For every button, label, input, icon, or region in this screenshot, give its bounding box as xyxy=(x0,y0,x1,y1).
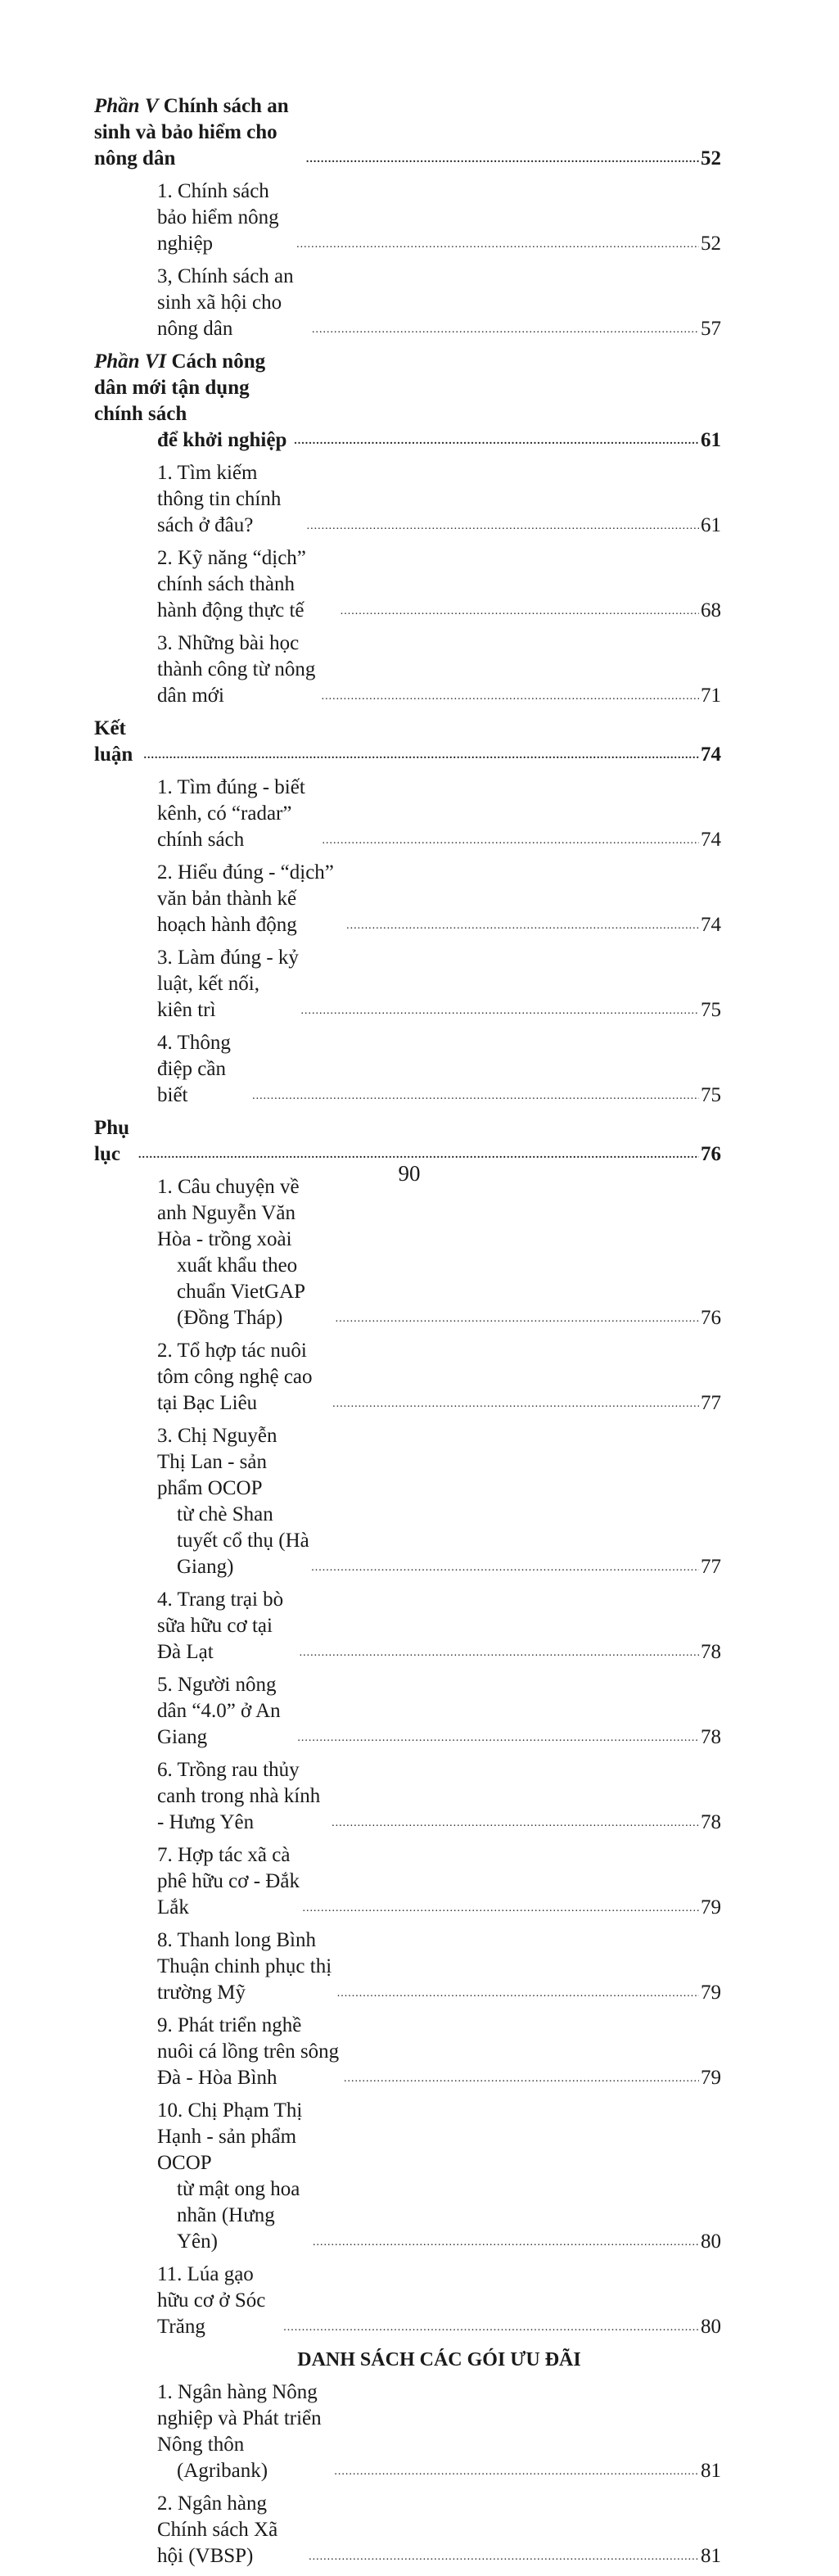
entry-title xyxy=(157,1842,300,1921)
entry-text: 3. Làm đúng - kỷ luật, kết nối, kiên trì xyxy=(157,947,299,1021)
page-ref: 61 xyxy=(701,514,721,536)
page-ref: 79 xyxy=(701,1982,721,2004)
dot-leader xyxy=(252,1089,699,1104)
entry-title xyxy=(157,2491,307,2569)
entry-text: 3. Chị Nguyễn Thị Lan - sản phẩm OCOP xyxy=(157,1425,277,1499)
entry-text: 1. Chính sách bảo hiểm nông nghiệp xyxy=(157,180,279,255)
dot-leader xyxy=(332,1816,699,1831)
entry-text: 1. Tìm kiếm thông tin chính sách ở đâu? xyxy=(157,462,282,536)
page-ref: 74 xyxy=(701,829,721,851)
dot-leader xyxy=(322,689,699,704)
entry-text: Cách nông dân mới tận dụng chính sách xyxy=(94,350,266,425)
dot-leader xyxy=(302,1901,699,1916)
entry-title xyxy=(94,93,304,172)
entry-title xyxy=(157,1587,298,1665)
dot-leader xyxy=(346,919,699,933)
toc-item-entry xyxy=(94,1842,721,1921)
entry-text: 2. Hiểu đúng - “dịch” văn bản thành kế hoạch hành động xyxy=(157,861,334,936)
dot-leader xyxy=(313,2235,699,2250)
page-ref: 52 xyxy=(701,233,721,255)
entry-text: 5. Người nông dân “4.0” ở An Giang xyxy=(157,1674,281,1748)
page-ref: 71 xyxy=(701,685,721,707)
entry-text: 4. Thông điệp cần biết xyxy=(157,1032,231,1106)
dot-leader xyxy=(297,1731,699,1746)
entry-title xyxy=(157,630,320,709)
entry-title xyxy=(157,2262,282,2340)
toc-item-entry xyxy=(94,264,721,342)
entry-text: 3, Chính sách an sinh xã hội cho nông dân xyxy=(157,265,294,340)
toc-item-entry xyxy=(94,2379,721,2484)
dot-leader xyxy=(144,748,699,763)
entry-title xyxy=(157,1423,309,1580)
entry-text: 9. Phát triển nghề nuôi cá lồng trên sông Đà - Hòa Bình xyxy=(157,2014,340,2089)
page-ref: 79 xyxy=(701,1896,721,1918)
entry-title xyxy=(157,1757,330,1836)
entry-text: 2. Tổ hợp tác nuôi tôm công nghệ cao tại Bạc Liêu xyxy=(157,1340,313,1414)
page-ref: 78 xyxy=(701,1641,721,1663)
dot-leader xyxy=(300,1646,699,1661)
entry-title xyxy=(157,264,310,342)
toc-item-entry xyxy=(94,945,721,1024)
section-title: DANH SÁCH CÁC GÓI ƯU ĐÃI xyxy=(297,2349,581,2370)
toc-item-entry xyxy=(94,1587,721,1665)
toc-item-entry xyxy=(94,1338,721,1417)
entry-title xyxy=(157,1672,295,1751)
entry-text: Chính sách an sinh và bảo hiểm cho nông dân xyxy=(94,95,289,169)
entry-text-continued: để khởi nghiệp xyxy=(157,429,287,451)
entry-title xyxy=(157,1030,250,1109)
page-ref: 76 xyxy=(701,1307,721,1329)
toc-item-entry xyxy=(94,2491,721,2569)
entry-title xyxy=(157,1927,336,2006)
entry-title xyxy=(157,860,345,938)
toc-item-entry xyxy=(94,1030,721,1109)
dot-leader xyxy=(311,1561,699,1575)
toc-section-entry xyxy=(94,1115,721,1168)
dot-leader xyxy=(337,1986,699,2001)
page-ref: 81 xyxy=(701,2460,721,2482)
dot-leader xyxy=(336,1312,699,1326)
dot-leader xyxy=(307,519,699,534)
entry-title xyxy=(94,349,292,454)
entry-text: 1. Ngân hàng Nông nghiệp và Phát triển Nông thôn xyxy=(157,2381,322,2456)
page-ref: 80 xyxy=(701,2316,721,2338)
entry-title xyxy=(157,179,295,257)
entry-title xyxy=(157,460,305,539)
toc-item-entry xyxy=(94,630,721,709)
entry-text: 2. Ngân hàng Chính sách Xã hội (VBSP) xyxy=(157,2492,278,2567)
entry-title xyxy=(157,1338,331,1417)
dot-leader xyxy=(306,152,699,167)
entry-text: 10. Chị Phạm Thị Hạnh - sản phẩm OCOP xyxy=(157,2099,303,2174)
toc-item-entry xyxy=(94,1757,721,1836)
entry-title xyxy=(157,545,339,624)
entry-title xyxy=(94,1115,137,1168)
entry-text: 1. Câu chuyện về anh Nguyễn Văn Hòa - trồng xoài xyxy=(157,1176,300,1250)
entry-text: 11. Lúa gạo hữu cơ ở Sóc Trăng xyxy=(157,2263,266,2338)
page-ref: 74 xyxy=(701,743,721,766)
entry-text: 6. Trồng rau thủy canh trong nhà kính - Hưng Yên xyxy=(157,1759,321,1833)
toc-section-entry xyxy=(94,93,721,172)
toc-item-entry xyxy=(94,2013,721,2091)
entry-text-continued: từ mật ong hoa nhãn (Hưng Yên) xyxy=(177,2178,300,2253)
toc-item-entry xyxy=(94,545,721,624)
entry-text: 1. Tìm đúng - biết kênh, có “radar” chính sách xyxy=(157,776,305,851)
entry-text: 3. Những bài học thành công từ nông dân mới xyxy=(157,632,316,707)
page-ref: 78 xyxy=(701,1811,721,1833)
entry-title xyxy=(94,716,142,768)
entry-title xyxy=(157,775,321,853)
entry-text: 7. Hợp tác xã cà phê hữu cơ - Đắk Lắk xyxy=(157,1844,300,1918)
dot-leader xyxy=(334,2465,699,2479)
entry-title xyxy=(157,2013,342,2091)
page-ref: 79 xyxy=(701,2067,721,2089)
toc-section-entry xyxy=(94,716,721,768)
page-ref: 77 xyxy=(701,1392,721,1414)
part-label: Phần VI xyxy=(94,350,167,373)
page-ref: 81 xyxy=(701,2545,721,2567)
dot-leader xyxy=(323,834,700,848)
page-ref: 61 xyxy=(701,429,721,451)
toc-item-entry xyxy=(94,860,721,938)
part-label: Phần V xyxy=(94,95,159,117)
entry-title xyxy=(157,2379,332,2484)
page-ref: 68 xyxy=(701,599,721,621)
dot-leader xyxy=(309,2550,699,2565)
page-ref: 74 xyxy=(701,914,721,936)
entry-text: 4. Trang trại bò sữa hữu cơ tại Đà Lạt xyxy=(157,1589,284,1663)
entry-text: 2. Kỹ năng “dịch” chính sách thành hành động thực tế xyxy=(157,547,306,621)
entry-text-continued: xuất khẩu theo chuẩn VietGAP (Đồng Tháp) xyxy=(177,1254,305,1329)
dot-leader xyxy=(283,2321,699,2335)
toc-item-entry xyxy=(94,1174,721,1331)
page-number: 90 xyxy=(398,1161,421,1186)
toc-section-entry xyxy=(94,349,721,454)
dot-leader xyxy=(300,1004,699,1019)
toc-item-entry xyxy=(94,1423,721,1580)
entry-text-continued: từ chè Shan tuyết cổ thụ (Hà Giang) xyxy=(177,1503,309,1578)
toc-item-entry xyxy=(94,1927,721,2006)
toc-item-entry xyxy=(94,2262,721,2340)
page-ref: 75 xyxy=(701,999,721,1021)
dot-leader xyxy=(341,604,699,619)
page-ref: 80 xyxy=(701,2230,721,2253)
table-of-contents xyxy=(94,93,721,2576)
entry-text-continued: (Agribank) xyxy=(177,2460,268,2482)
dot-leader xyxy=(344,2072,699,2086)
entry-title xyxy=(157,945,299,1024)
toc-item-entry xyxy=(94,775,721,853)
page-ref: 57 xyxy=(701,318,721,340)
page-ref: 77 xyxy=(701,1556,721,1578)
dot-leader xyxy=(296,237,699,252)
page-ref: 78 xyxy=(701,1726,721,1748)
page-ref: 52 xyxy=(701,147,721,169)
entry-text: Kết luận xyxy=(94,717,133,766)
entry-text: 8. Thanh long Bình Thuận chinh phục thị trường Mỹ xyxy=(157,1929,332,2004)
dot-leader xyxy=(312,323,699,337)
page-ref: 76 xyxy=(701,1143,721,1165)
entry-title xyxy=(157,2098,311,2255)
entry-title xyxy=(157,1174,334,1331)
entry-text: Phụ lục xyxy=(94,1117,130,1165)
dot-leader xyxy=(294,434,699,449)
toc-item-entry xyxy=(94,1672,721,1751)
dot-leader xyxy=(332,1397,699,1412)
page-ref: 75 xyxy=(701,1084,721,1106)
toc-item-entry xyxy=(94,179,721,257)
toc-item-entry xyxy=(94,2098,721,2255)
toc-item-entry xyxy=(94,460,721,539)
